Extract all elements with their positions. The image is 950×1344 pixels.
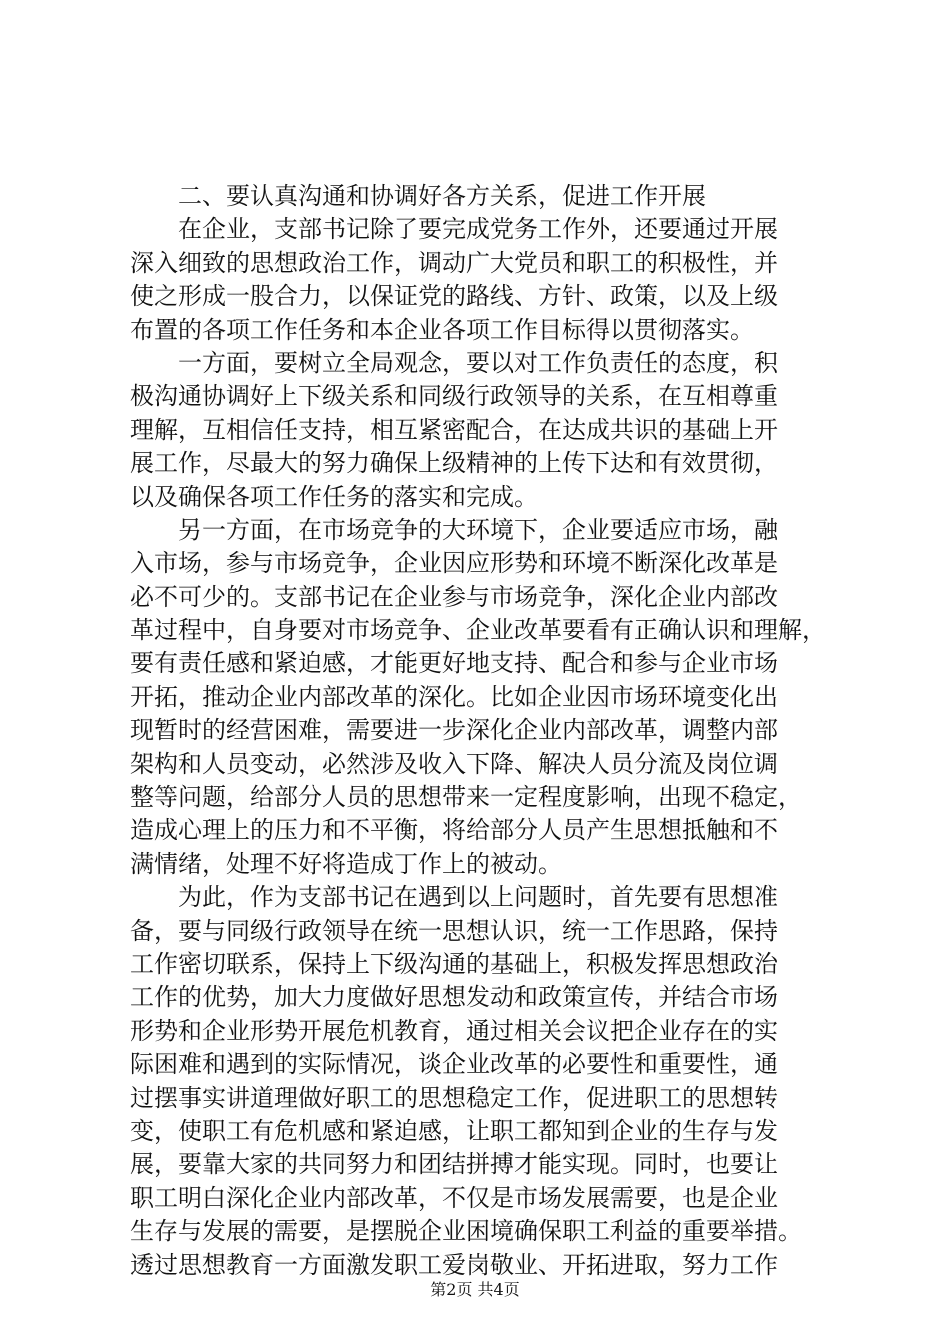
text-line: 一方面，要树立全局观念，要以对工作负责任的态度，积 (130, 348, 778, 377)
text-line: 革过程中，自身要对市场竞争、企业改革要看有正确认识和理解， (130, 616, 826, 645)
text-line: 形势和企业形势开展危机教育，通过相关会议把企业存在的实 (130, 1016, 778, 1045)
text-line: 极沟通协调好上下级关系和同级行政领导的关系，在互相尊重 (130, 382, 778, 411)
page-number-footer: 第2页 共4页 (430, 1280, 520, 1299)
text-line: 展，要靠大家的共同努力和团结拼搏才能实现。同时，也要让 (130, 1150, 778, 1179)
text-line: 满情绪，处理不好将造成丁作上的被动。 (130, 849, 562, 878)
text-line: 以及确保各项工作任务的落实和完成。 (130, 482, 538, 511)
text-line: 使之形成一股合力，以保证党的路线、方针、政策，以及上级 (130, 282, 778, 311)
text-line: 工作密切联系，保持上下级沟通的基础上，积极发挥思想政治 (130, 949, 778, 978)
text-line: 理解，互相信任支持，相互紧密配合，在达成共识的基础上开 (130, 415, 778, 444)
text-line: 备，要与同级行政领导在统一思想认识，统一工作思路，保持 (130, 916, 778, 945)
text-line: 开拓，推动企业内部改革的深化。比如企业因市场环境变化出 (130, 682, 778, 711)
text-line: 现暂时的经营困难，需要进一步深化企业内部改革，调整内部 (130, 716, 778, 745)
text-line: 生存与发展的需要，是摆脱企业困境确保职工利益的重要举措。 (130, 1217, 802, 1246)
document-body (130, 180, 840, 1282)
text-line: 必不可少的。支部书记在企业参与市场竞争，深化企业内部改 (130, 582, 778, 611)
text-line: 展工作，尽最大的努力确保上级精神的上传下达和有效贯彻， (130, 449, 778, 478)
text-line: 二、要认真沟通和协调好各方关系，促进工作开展 (130, 182, 706, 210)
text-line: 架构和人员变动，必然涉及收入下降、解决人员分流及岗位调 (130, 749, 778, 778)
text-line: 整等问题，给部分人员的思想带来一定程度影响，出现不稳定， (130, 783, 802, 812)
text-line: 为此，作为支部书记在遇到以上问题时，首先要有思想准 (130, 883, 778, 912)
text-line: 职工明白深化企业内部改革，不仅是市场发展需要，也是企业 (130, 1183, 778, 1212)
text-line: 要有责任感和紧迫感，才能更好地支持、配合和参与企业市场 (130, 649, 778, 678)
text-line: 过摆事实讲道理做好职工的思想稳定工作，促进职工的思想转 (130, 1083, 778, 1112)
text-line: 布置的各项工作任务和本企业各项工作目标得以贯彻落实。 (130, 315, 754, 344)
text-line: 深入细致的思想政治工作，调动广大党员和职工的积极性，并 (130, 248, 778, 277)
text-line: 变，使职工有危机感和紧迫感，让职工都知到企业的生存与发 (130, 1116, 778, 1145)
text-line: 另一方面，在市场竞争的大环境下，企业要适应市场，融 (130, 515, 778, 544)
text-line: 透过思想教育一方面激发职工爱岗敬业、开拓进取，努力工作 (130, 1250, 778, 1279)
text-line: 工作的优势，加大力度做好思想发动和政策宣传，并结合市场 (130, 983, 778, 1012)
text-line: 在企业，支部书记除了要完成党务工作外，还要通过开展 (130, 215, 778, 244)
text-line: 际困难和遇到的实际情况，谈企业改革的必要性和重要性，通 (130, 1050, 778, 1079)
text-line: 造成心理上的压力和不平衡，将给部分人员产生思想抵触和不 (130, 816, 778, 845)
text-line: 入市场，参与市场竞争，企业因应形势和环境不断深化改革是 (130, 549, 778, 578)
